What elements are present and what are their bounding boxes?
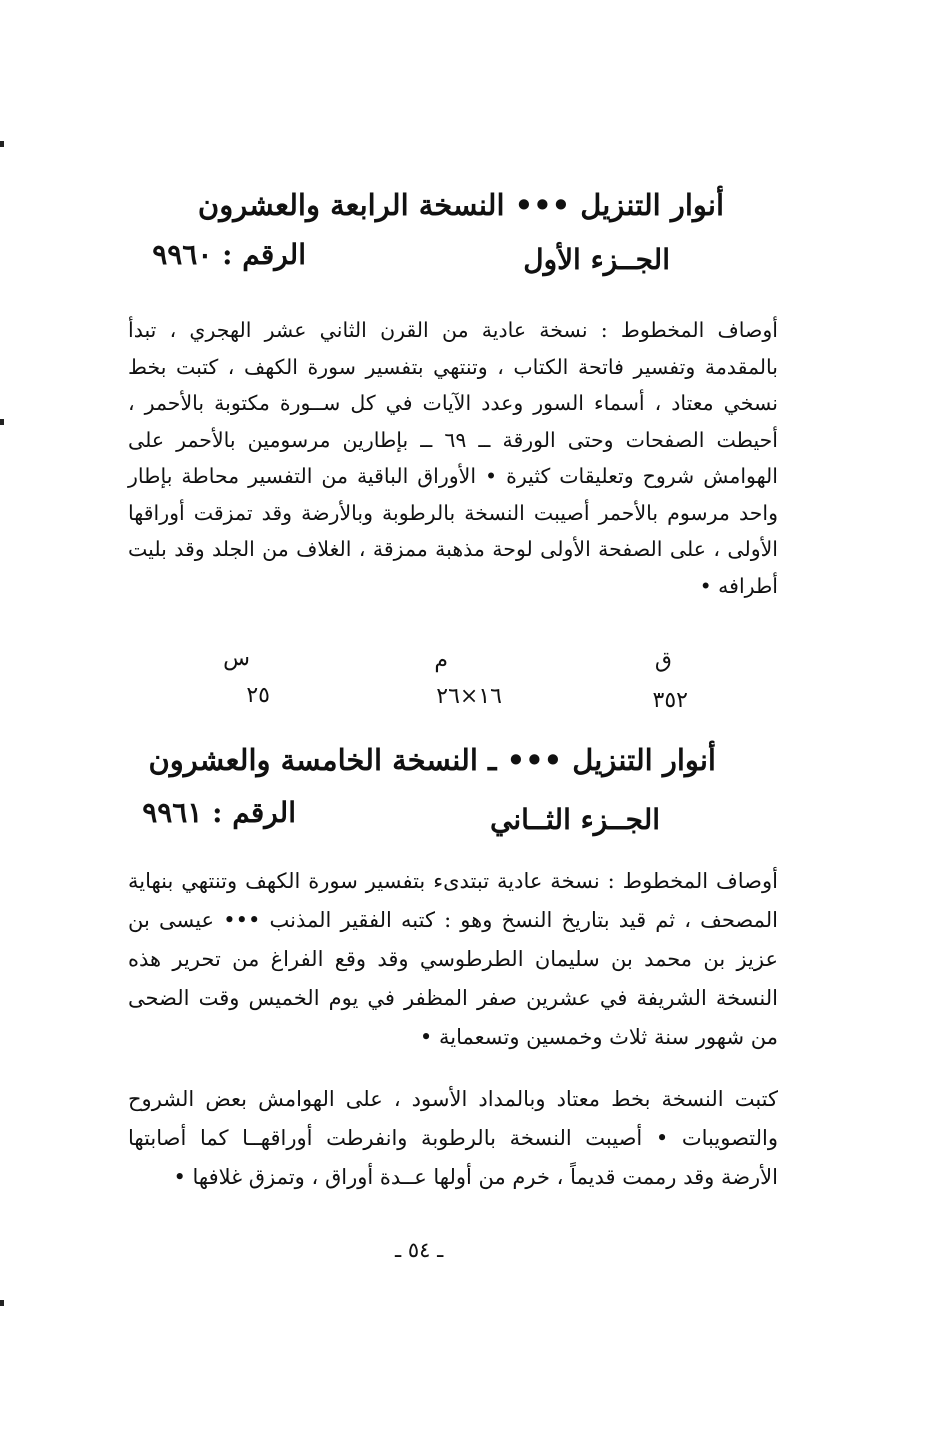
entry2-title: أنوار التنزيل ••• ـ النسخة الخامسة والعشرون [148, 743, 716, 777]
measure-q-label: ق [654, 648, 672, 673]
measure-s-value: ٢٥ [246, 683, 270, 708]
entry2-description-1: أوصاف المخطوط : نسخة عادية تبتدىء بتفسير سورة الكهف وتنتهي بنهاية المصحف ، ثم قيد بتاريخ النسخ وهو : كتبه الفقير المذنب ••• عيسى بن عزيز بن محمد بن سليمان الطرطوسي وقد وقع الفراغ من تحرير هذه النسخة الشريفة في عشرين صفر المظفر في يوم الخميس وقت الضحى من شهور سنة ثلاث وخمسين وتسعماية • [128, 869, 778, 1049]
measure-q-value: ٣٥٢ [652, 688, 688, 713]
entry2-part: الجــزء الثــاني [490, 803, 660, 836]
scan-mark [0, 141, 4, 147]
measure-m-value: ١٦×٢٦ [436, 684, 502, 709]
entry1-part: الجــزء الأول [523, 243, 670, 276]
page-number: ـ ٥٤ ـ [395, 1238, 444, 1262]
entry2-description-2: كتبت النسخة بخط معتاد وبالمداد الأسود ، على الهوامش بعض الشروح والتصويبات • أصيبت النسخة بالرطوبة وانفرطت أوراقهــا كما أصابتها الأرضة وقد رممت قديماً ، خرم من أولها عــدة أوراق ، وتمزق غلافها • [128, 1087, 778, 1189]
entry1-title: أنوار التنزيل ••• النسخة الرابعة والعشرون [197, 188, 724, 222]
measure-s-label: س [223, 646, 250, 671]
entry1-description: أوصاف المخطوط : نسخة عادية من القرن الثاني عشر الهجري ، تبدأ بالمقدمة وتفسير فاتحة الكتاب ، وتنتهي بتفسير سورة الكهف ، كتبت بخط نسخي معتاد ، أسماء السور وعدد الآيات في كل ســورة مكتوبة بالأحمر ، أحيطت الصفحات وحتى الورقة ــ ٦٩ ــ بإطارين مرسومين بالأحمر على الهوامش شروح وتعليقات كثيرة • الأوراق الباقية من التفسير محاطة بإطار واحد مرسوم بالأحمر أصيبت النسخة بالرطوبة وبالأرضة وقد تمزقت أوراقها الأولى ، على الصفحة الأولى لوحة مذهبة ممزقة ، الغلاف من الجلد وقد بليت أطرافه • [128, 318, 779, 598]
entry2-number: الرقم : ٩٩٦١ [142, 796, 296, 829]
entry1-number: الرقم : ٩٩٦٠ [152, 238, 306, 271]
scan-mark [0, 1300, 4, 1306]
measure-m-label: م [434, 648, 448, 673]
scan-mark [0, 419, 4, 425]
